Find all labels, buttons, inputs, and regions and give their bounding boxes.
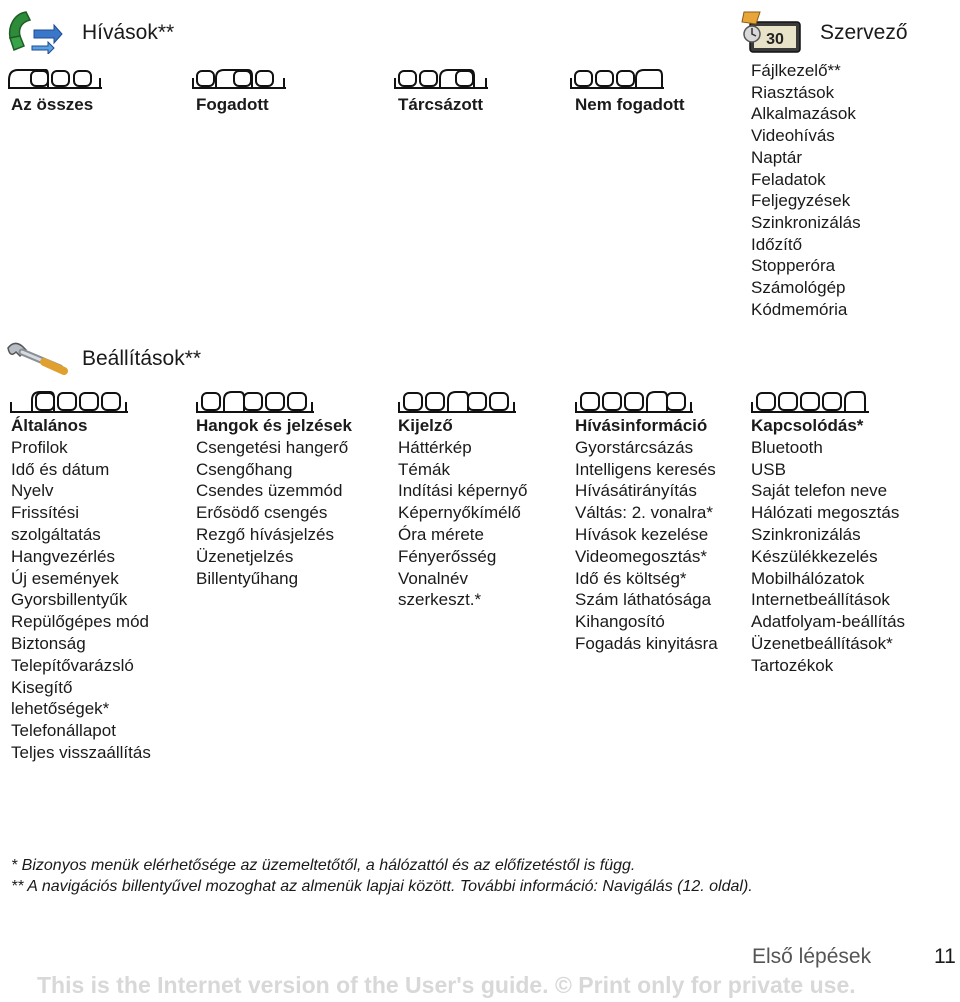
list-item[interactable]: Bluetooth [751, 437, 823, 457]
list-item[interactable]: Saját telefon neve [751, 481, 888, 501]
list-item[interactable]: Telepítővarázsló [11, 655, 134, 675]
list-item[interactable]: Új események [11, 568, 119, 588]
list-item[interactable]: Kihangosító [575, 612, 665, 632]
column-heading[interactable]: Hangok és jelzések [196, 416, 352, 435]
list-item[interactable]: Repülőgépes mód [11, 612, 149, 632]
list-item[interactable]: Rezgő hívásjelzés [196, 524, 334, 544]
list-item[interactable]: Óra mérete [398, 524, 484, 544]
list-item[interactable]: Frissítési [11, 503, 79, 523]
tab-strip-icon [192, 66, 286, 90]
list-item[interactable]: Profilok [11, 437, 68, 457]
list-item[interactable]: Csendes üzemmód [196, 481, 343, 501]
list-item[interactable]: Hálózati megosztás [751, 503, 900, 523]
tab-strip-icon [394, 66, 488, 90]
list-item[interactable]: Internetbeállítások [751, 590, 890, 610]
svg-text:30: 30 [766, 31, 784, 48]
tab-strip-icon [570, 66, 664, 90]
phone-call-icon [4, 8, 64, 54]
list-item[interactable]: Számológép [751, 278, 846, 298]
list-item[interactable]: Kódmemória [751, 299, 848, 319]
list-item[interactable]: Erősödő csengés [196, 503, 328, 523]
list-item[interactable]: Idő és dátum [11, 459, 110, 479]
list-item[interactable]: Billentyűhang [196, 568, 299, 588]
list-item[interactable]: USB [751, 459, 786, 479]
list-item[interactable]: Üzenetbeállítások* [751, 633, 893, 653]
list-item[interactable]: Stopperóra [751, 256, 836, 276]
list-item[interactable]: Csengetési hangerő [196, 437, 349, 457]
list-item[interactable]: Csengőhang [196, 459, 293, 479]
tab-strip-icon [10, 388, 128, 414]
list-item[interactable]: Hívások kezelése [575, 524, 709, 544]
list-item[interactable]: Videohívás [751, 126, 835, 146]
list-item[interactable]: Szám láthatósága [575, 590, 712, 610]
list-item[interactable]: Nyelv [11, 481, 54, 501]
list-item[interactable]: Háttérkép [398, 437, 472, 457]
column-heading[interactable]: Kijelző [398, 416, 453, 435]
watermark: This is the Internet version of the User's guide. © Print only for private use. [37, 972, 856, 998]
list-item[interactable]: Naptár [751, 147, 803, 167]
tab-received-label: Fogadott [196, 95, 269, 114]
tab-strip-icon [575, 388, 693, 414]
list-item[interactable]: szolgáltatás [11, 524, 101, 544]
list-item[interactable]: Teljes visszaállítás [11, 742, 151, 762]
tab-all-label: Az összes [11, 95, 94, 114]
page-number: 11 [934, 945, 956, 968]
settings-title: Beállítások** [82, 347, 202, 370]
list-item[interactable]: Feljegyzések [751, 191, 851, 211]
list-item[interactable]: Riasztások [751, 82, 835, 102]
list-item[interactable]: Váltás: 2. vonalra* [575, 503, 713, 523]
tab-strip-icon [196, 388, 314, 414]
list-item[interactable]: Gyorstárcsázás [575, 437, 694, 457]
footnote-2: ** A navigációs billentyűvel mozoghat az almenük lapjai között. További információ: Navigálás (12. oldal). [11, 878, 753, 895]
list-item[interactable]: Intelligens keresés [575, 459, 716, 479]
wrench-settings-icon [4, 338, 68, 376]
section-name: Első lépések [752, 945, 872, 968]
organizer-list [751, 60, 861, 320]
list-item[interactable]: Mobilhálózatok [751, 568, 865, 588]
list-item[interactable]: Telefonállapot [11, 721, 116, 741]
list-item[interactable]: Képernyőkímélő [398, 503, 521, 523]
tab-missed-label: Nem fogadott [575, 95, 685, 114]
list-item[interactable]: Készülékkezelés [751, 546, 878, 566]
list-item[interactable]: Videomegosztás* [575, 546, 707, 566]
list-item[interactable]: Idő és költség* [575, 568, 687, 588]
list-item[interactable]: Témák [398, 459, 450, 479]
settings-column-sounds [196, 415, 352, 589]
list-item[interactable]: Vonalnév [398, 568, 468, 588]
column-heading[interactable]: Kapcsolódás* [751, 416, 864, 435]
tab-strip-icon [8, 66, 102, 90]
list-item[interactable]: Gyorsbillentyűk [11, 590, 128, 610]
calls-title: Hívások** [82, 21, 175, 44]
tab-strip-icon [751, 388, 869, 414]
column-heading[interactable]: Általános [11, 416, 88, 435]
list-item[interactable]: Fogadás kinyitásra [575, 633, 718, 653]
list-item[interactable]: Tartozékok [751, 655, 834, 675]
footnote-1: * Bizonyos menük elérhetősége az üzemeltetőtől, a hálózattól és az előfizetéstől is függ. [11, 857, 636, 874]
list-item[interactable]: Indítási képernyő [398, 481, 528, 501]
list-item[interactable]: Biztonság [11, 633, 86, 653]
organizer-icon [740, 8, 804, 54]
settings-column-connectivity [751, 415, 905, 677]
list-item[interactable]: Szinkronizálás [751, 524, 861, 544]
settings-column-calls [575, 415, 718, 655]
tab-strip-icon [398, 388, 516, 414]
list-item[interactable]: Fényerősség [398, 546, 497, 566]
list-item[interactable]: Hangvezérlés [11, 546, 115, 566]
list-item[interactable]: Fájlkezelő** [751, 61, 841, 80]
tab-dialed-label: Tárcsázott [398, 95, 484, 114]
list-item[interactable]: Adatfolyam-beállítás [751, 612, 906, 632]
list-item[interactable]: Feladatok [751, 169, 826, 189]
settings-column-general [11, 415, 151, 764]
list-item[interactable]: Időzítő [751, 234, 803, 254]
column-heading[interactable]: Hívásinformáció [575, 416, 708, 435]
list-item[interactable]: szerkeszt.* [398, 590, 482, 610]
list-item[interactable]: Hívásátirányítás [575, 481, 697, 501]
list-item[interactable]: Alkalmazások [751, 104, 856, 124]
list-item[interactable]: Kisegítő [11, 677, 73, 697]
list-item[interactable]: Szinkronizálás [751, 212, 861, 232]
list-item[interactable]: lehetőségek* [11, 699, 110, 719]
organizer-title: Szervező [820, 21, 908, 44]
settings-column-display [398, 415, 527, 611]
list-item[interactable]: Üzenetjelzés [196, 546, 294, 566]
